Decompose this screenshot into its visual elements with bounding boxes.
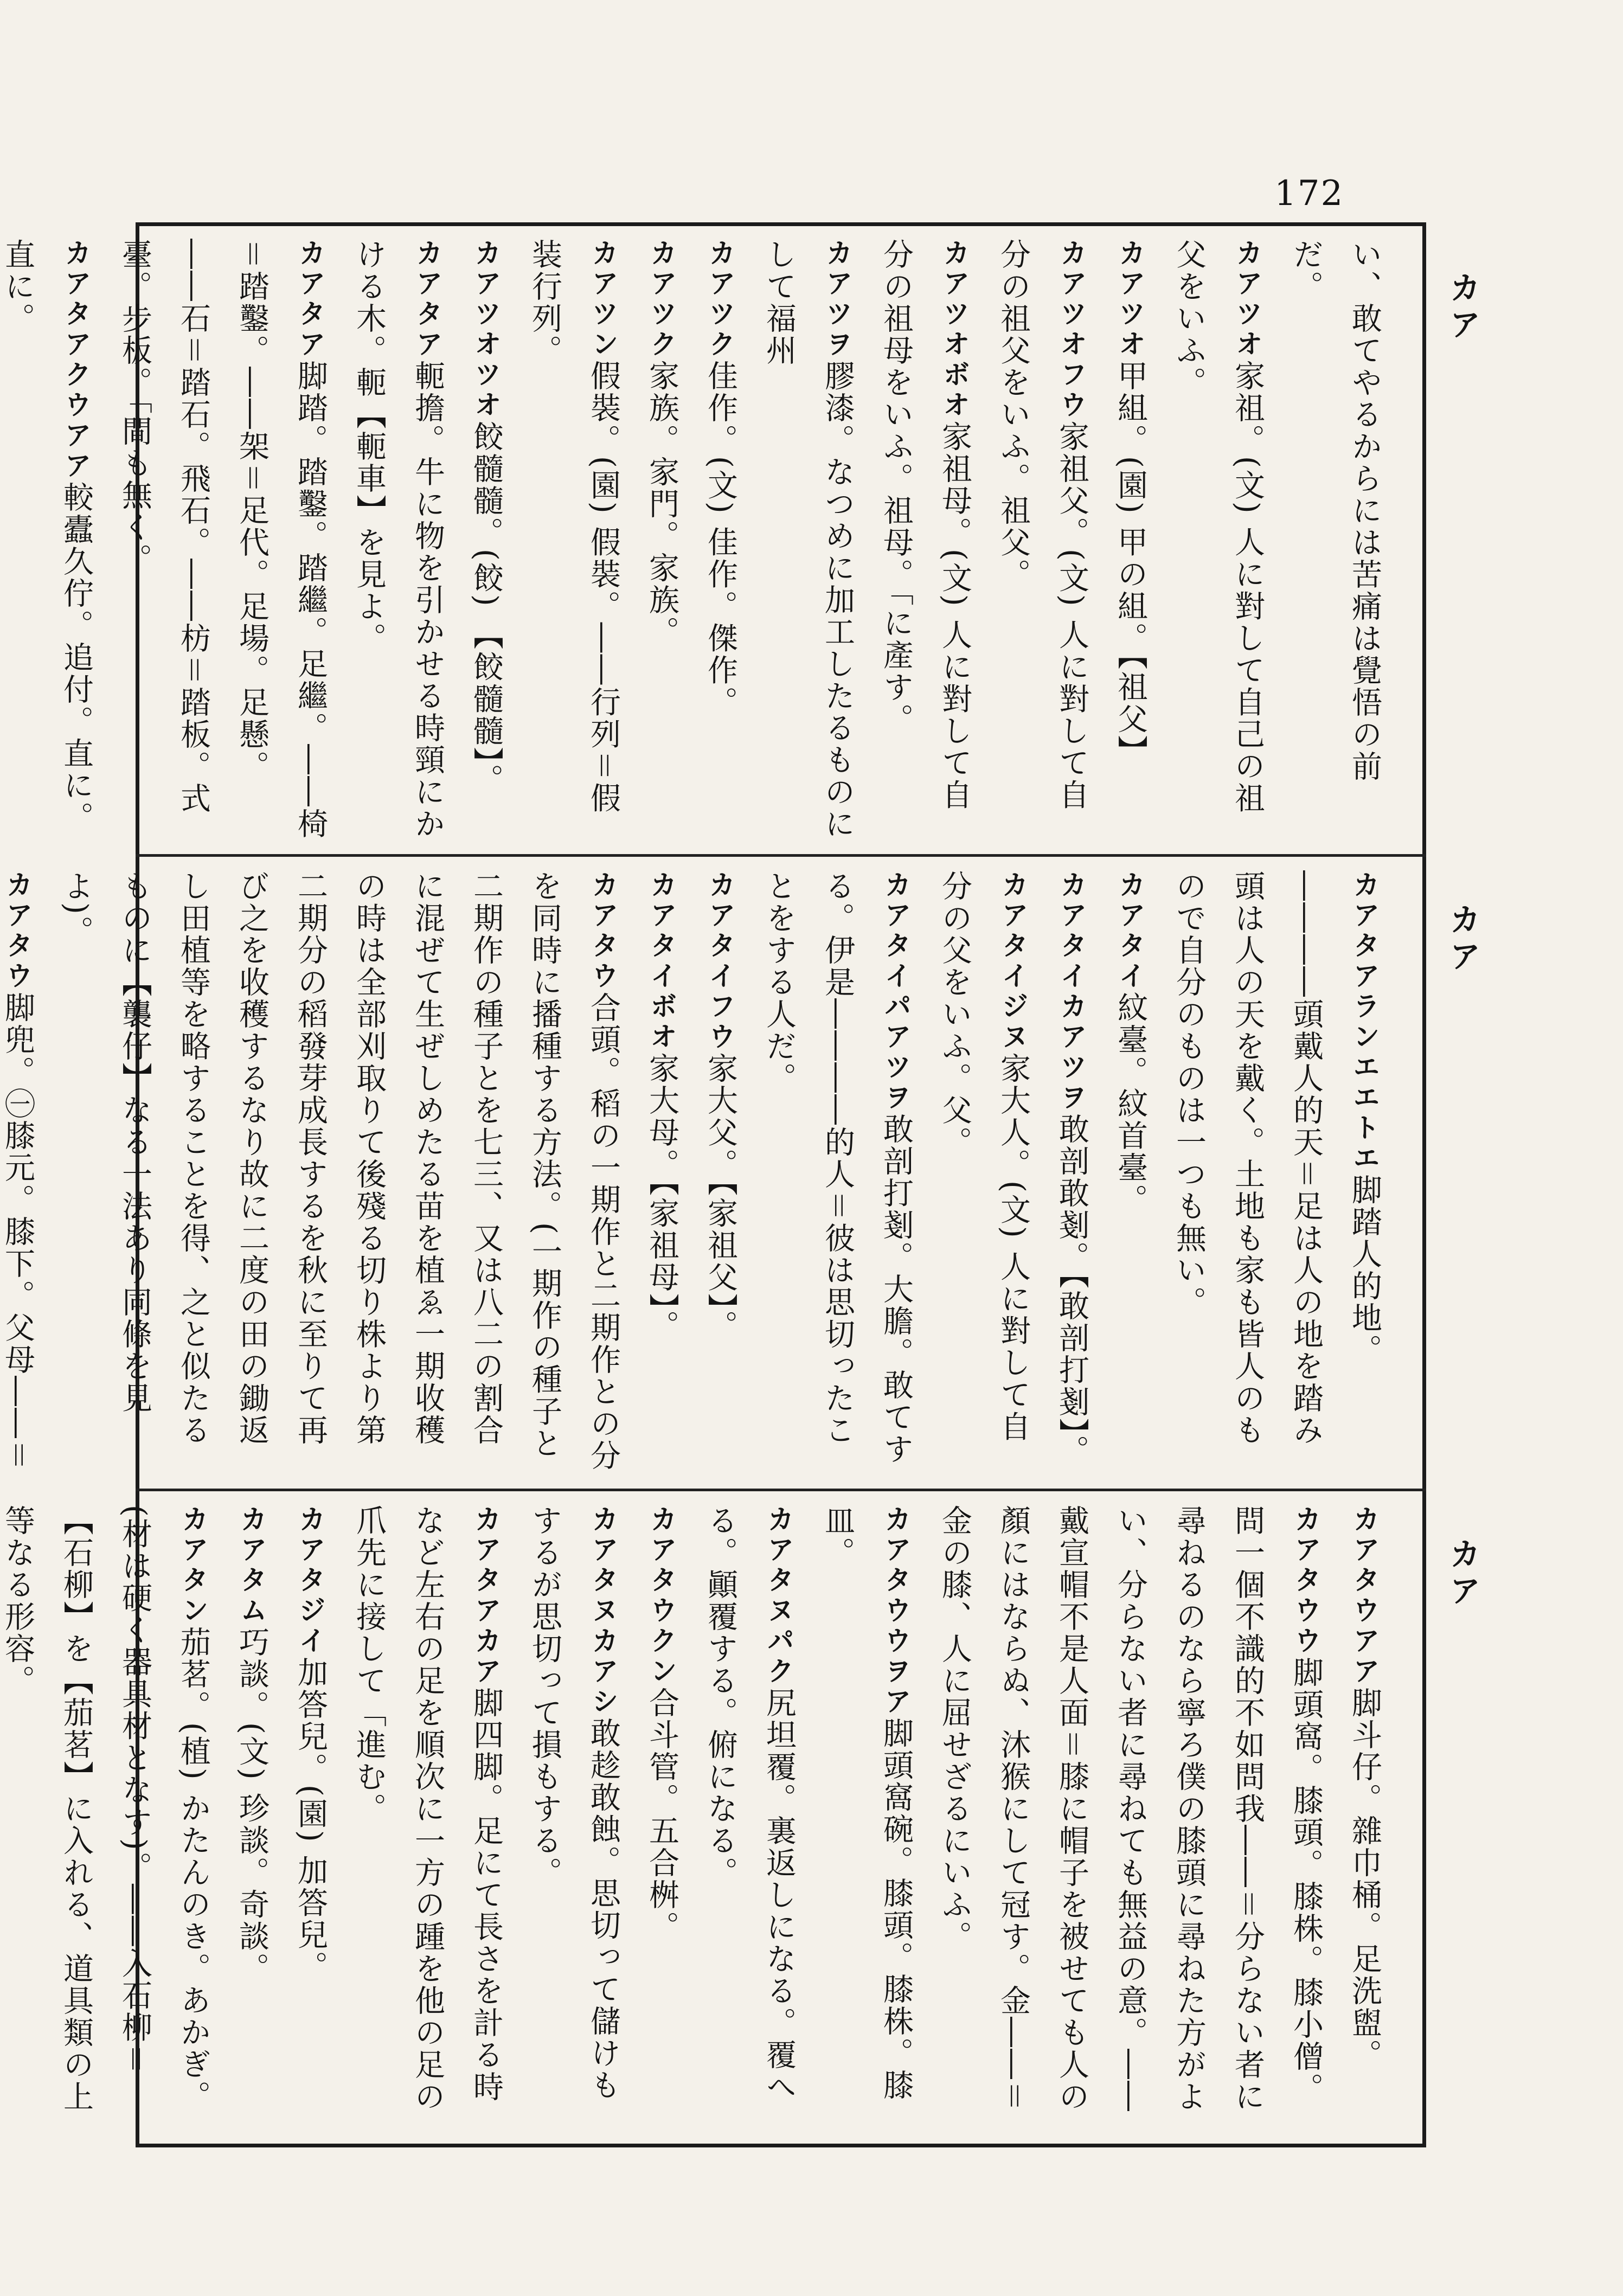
entry-definition: 膠漆。なつめに加工したるものにして福州	[761, 239, 855, 840]
dictionary-entry	[1101, 870, 1159, 1472]
entry-headword: カアツオ	[1114, 239, 1146, 360]
dictionary-entry	[339, 1505, 515, 2128]
entry-definition: 合頭。稻の一期作と二期作との分を同時に播種する方法。(一期作の種子と二期作の種子とを七三、又は八二の割合に混ぜて生ぜしめたる苗を植ゑ一期收穫の時は全部刈取りて後殘る切り株より第二期分の稻發芽成長するを秋に至りて再び之を收穫するなり故に二度の田の鋤返し田植等を略することを得、之と似たるものに【襲仔】なる一法あり同條を見よ)。	[59, 870, 621, 1472]
entry-headword: カアタウ	[2, 870, 33, 992]
dictionary-entry	[749, 870, 925, 1472]
entry-headword: カアタアクウアア	[60, 239, 92, 482]
entry-definition: 家族。家門。家族。	[644, 360, 679, 648]
entry-definition: 合斗管。五合桝。	[644, 1687, 679, 1943]
dictionary-entry	[0, 1505, 222, 2128]
entry-definition: 家大父。【家祖父】。	[703, 1053, 738, 1342]
dictionary-entry	[925, 1505, 1335, 2128]
dictionary-entry	[808, 1505, 925, 2128]
entry-headword: カアタウアア	[1349, 1505, 1380, 1687]
dictionary-entry	[515, 239, 632, 841]
dictionary-section-2	[0, 870, 1394, 1472]
dictionary-entry	[0, 239, 105, 841]
entry-headword: カアタイカアツヲ	[1056, 870, 1087, 1113]
section-divider	[136, 1489, 1426, 1491]
entry-definition: 茄茗。(植) かたんのき。あかぎ。(材は硬く器具材となす)。――入石柳＝【石柳】を【茄茗】に入れる、道具類の上等なる形容。	[0, 1505, 211, 2113]
dictionary-entry	[1159, 870, 1394, 1472]
entry-headword: カアタジイ	[294, 1505, 326, 1657]
dictionary-entry	[632, 870, 691, 1472]
dictionary-section-1	[0, 239, 1394, 841]
entry-definition: 巧談。(文) 珍談。奇談。	[234, 1626, 270, 1985]
entry-headword: カアタイボオ	[646, 870, 677, 1053]
entry-definition: 脚踏。踏鑿。踏繼。足繼。――椅＝踏鑿。――架＝足代。足場。足懸。――石＝踏石。飛石。――枋＝踏板。式臺。步板。「間も無く。	[117, 239, 328, 840]
entry-headword: カアタウウヲア	[880, 1505, 912, 1717]
entry-definition: い、敢てやるからには苦痛は覺悟の前だ。	[1288, 239, 1382, 783]
dictionary-entry	[632, 1505, 691, 2128]
dictionary-entry	[867, 239, 984, 841]
entry-definition: 家祖。(文) 人に對して自己の祖父をいふ。	[1171, 239, 1265, 814]
entry-definition: 假裝。(園) 假裝。――行列＝假装行列。	[527, 239, 621, 814]
entry-definition: 家祖母。(文) 人に對して自分の祖母をいふ。祖母。「に產す。	[878, 239, 972, 811]
entry-definition: 較蠹久佇。追付。直に。直に。	[0, 239, 94, 833]
entry-definition: 甲組。(園) 甲の組。【祖父】	[1113, 360, 1148, 767]
dictionary-entry	[105, 239, 339, 841]
entry-definition: 加答兒。(園) 加答兒。	[293, 1657, 328, 1983]
section-marker: カア	[1444, 903, 1481, 977]
dictionary-entry	[281, 1505, 339, 2128]
dictionary-entry	[0, 870, 47, 1472]
entry-definition: 敢剖打剗。大膽。敢てする。伊是――――的人＝彼は思切ったことをする人だ。	[761, 870, 914, 1465]
entry-definition: 餃髓髓。(餃) 【餃髓髓】。	[469, 421, 504, 796]
entry-definition: 脚斗仔。雜巾桶。足洗盥。	[1347, 1687, 1382, 2071]
dictionary-entry	[691, 239, 749, 841]
dictionary-entry	[1101, 239, 1159, 841]
entry-definition: 脚兜。㊀膝元。膝下。父母――＝	[0, 992, 35, 1472]
entry-headword: カアタア	[294, 239, 326, 360]
entry-definition: 脚頭窩碗。膝頭。膝株。膝皿。	[820, 1505, 914, 2101]
entry-definition: 尻坦覆。裏返しになる。覆へる。顚覆する。俯になる。	[703, 1505, 797, 2103]
entry-definition: 脚頭窩。膝頭。膝株。膝小僧。問一個不識的不如問我――＝分らない者に尋ねるのなら寧ろ僕の膝頭に尋ねた方がよい、分らない者に尋ねても無益の意。――戴宣帽不是人面＝膝に帽子を被せても人の顏にはならぬ、沐猴にして冠す。金――＝金の膝、人に屈せざるにいふ。	[937, 1505, 1324, 2113]
entry-headword: カアタイフウ	[704, 870, 736, 1053]
dictionary-entry	[1276, 239, 1394, 841]
entry-headword: カアタア	[412, 239, 443, 360]
dictionary-entry	[339, 239, 457, 841]
entry-headword: カアタン	[177, 1505, 209, 1626]
page-number: 172	[1274, 174, 1344, 214]
entry-headword: カアタイパアツヲ	[880, 870, 912, 1113]
entry-definition: 家祖父。(文) 人に對して自分の祖父をいふ。祖父。	[996, 239, 1089, 811]
dictionary-entry	[691, 870, 749, 1472]
entry-headword: カアタム	[236, 1505, 267, 1626]
entry-headword: カアタイジヌ	[997, 870, 1029, 1053]
dictionary-entry	[691, 1505, 808, 2128]
entry-definition: 家大母。【家祖母】。	[644, 1053, 679, 1342]
dictionary-entry	[457, 239, 515, 841]
entry-definition: 脚踏人的地。――――頭戴人的天＝足は人の地を踏み頭は人の天を戴く。土地も家も皆人のもので自分のものは一つも無い。	[1171, 870, 1382, 1446]
entry-definition: 脚四脚。足にて長さを計る時など左右の足を順次に一方の踵を他の足の爪先に接して「進む。	[351, 1505, 504, 2113]
entry-definition: 家大人。(文) 人に對して自分の父をいふ。父。	[937, 870, 1031, 1443]
dictionary-entry	[749, 239, 867, 841]
entry-headword: カアタヌパク	[763, 1505, 794, 1687]
dictionary-entry	[222, 1505, 281, 2128]
entry-headword: カアツヲ	[822, 239, 853, 360]
dictionary-entry	[632, 239, 691, 841]
dictionary-entry	[1335, 1505, 1394, 2128]
entry-headword: カアツク	[704, 239, 736, 360]
entry-headword: カアタアカア	[470, 1505, 502, 1687]
section-divider	[136, 854, 1426, 857]
entry-headword: カアタアランエエトエ	[1349, 870, 1380, 1174]
section-columns	[0, 239, 1394, 841]
dictionary-entry	[47, 870, 632, 1472]
entry-headword: カアツオ	[1231, 239, 1263, 360]
section-marker: カア	[1444, 271, 1481, 345]
entry-headword: カアツク	[646, 239, 677, 360]
entry-headword: カアツオボオ	[939, 239, 970, 421]
dictionary-entry	[925, 870, 1042, 1472]
dictionary-entry	[1042, 870, 1101, 1472]
entry-definition: 軛擔。牛に物を引かせる時頸にかける木。軛【軛車】を見よ。	[351, 239, 445, 840]
entry-headword: カアツオツオ	[470, 239, 502, 421]
entry-headword: カアタウ	[587, 870, 619, 992]
entry-headword: カアツオフウ	[1056, 239, 1087, 421]
dictionary-entry	[984, 239, 1101, 841]
entry-headword: カアタウクン	[646, 1505, 677, 1687]
section-columns	[0, 1505, 1394, 2128]
dictionary-entry	[1159, 239, 1276, 841]
entry-definition: 敢趁敢蝕。思切って儲けもするが思切って損もする。	[527, 1505, 621, 2101]
dictionary-entry	[515, 1505, 632, 2128]
entry-definition: 紋臺。紋首臺。	[1113, 992, 1148, 1216]
entry-headword: カアタウウ	[1290, 1505, 1322, 1657]
entry-headword: カアタヌカアシ	[587, 1505, 619, 1717]
entry-definition: 佳作。(文) 佳作。傑作。	[703, 360, 738, 719]
section-marker: カア	[1444, 1537, 1481, 1611]
entry-headword: カアタイ	[1114, 870, 1146, 992]
section-columns	[0, 870, 1394, 1472]
dictionary-section-3	[0, 1505, 1394, 2128]
entry-headword: カアツン	[587, 239, 619, 360]
entry-definition: 敢剖敢剗。【敢剖打剗】。	[1054, 1113, 1089, 1467]
